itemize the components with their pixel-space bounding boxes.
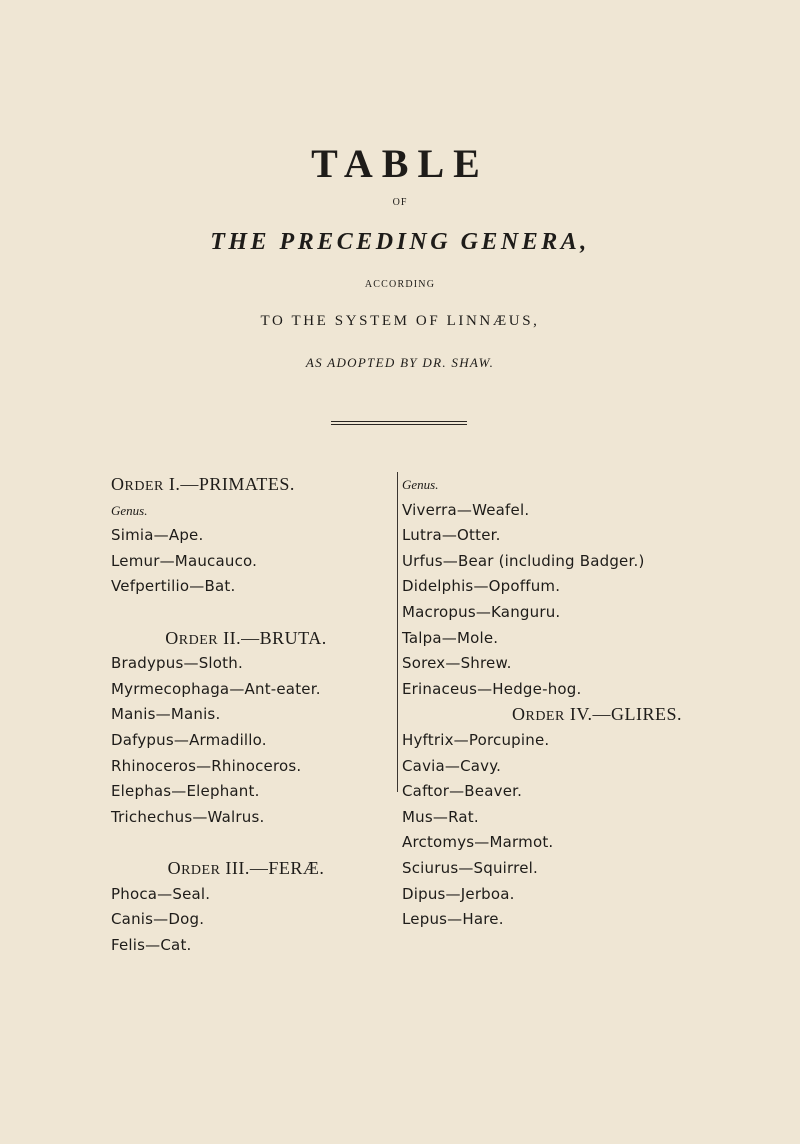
- system-line: TO THE SYSTEM OF LINNÆUS,: [260, 313, 540, 329]
- list-item: Hyftrix—Porcupine.: [402, 730, 550, 749]
- list-item: Urfus—Bear (including Badger.): [402, 551, 645, 570]
- column-divider: [397, 472, 398, 792]
- list-item: Elephas—Elephant.: [111, 782, 260, 801]
- list-item: Manis—Manis.: [111, 705, 221, 724]
- list-item: Arctomys—Marmot.: [402, 833, 554, 852]
- genus-label: Genus.: [402, 477, 439, 492]
- list-item: Viverra—Weafel.: [402, 500, 530, 519]
- order-heading-glires: ORDER IV.—GLIRES.: [511, 704, 683, 725]
- list-item: Cavia—Cavy.: [402, 756, 502, 775]
- page-title: TABLE: [311, 141, 489, 186]
- list-item: Lemur—Maucauco.: [111, 551, 258, 570]
- list-item: Felis—Cat.: [111, 935, 192, 954]
- order-heading-ferae: ORDER III.—FERÆ.: [167, 857, 325, 878]
- list-item: Lepus—Hare.: [402, 910, 504, 929]
- list-item: Vefpertilio—Bat.: [111, 577, 236, 596]
- list-item: Myrmecophaga—Ant-eater.: [111, 679, 321, 698]
- list-item: Caftor—Beaver.: [402, 782, 523, 801]
- list-item: Dafypus—Armadillo.: [111, 730, 267, 749]
- order-heading-bruta: ORDER II.—BRUTA.: [165, 627, 327, 648]
- genus-label: Genus.: [111, 502, 148, 518]
- list-item: Lutra—Otter.: [402, 526, 501, 545]
- list-item: Erinaceus—Hedge-hog.: [402, 679, 582, 698]
- right-column: [402, 472, 792, 933]
- list-item: Sorex—Shrew.: [402, 654, 512, 673]
- spacer: [111, 600, 381, 626]
- list-item: Bradypus—Sloth.: [111, 654, 243, 673]
- list-item: Simia—Ape.: [111, 526, 204, 545]
- according-line: ACCORDING: [364, 279, 436, 290]
- list-item: Sciurus—Squirrel.: [402, 858, 538, 877]
- list-item: Mus—Rat.: [402, 807, 479, 826]
- list-item: Talpa—Mole.: [402, 628, 499, 647]
- list-item: Didelphis—Opoffum.: [402, 577, 561, 596]
- left-column: [111, 472, 381, 958]
- order-heading-primates: ORDER I.—PRIMATES.: [111, 474, 295, 494]
- title-divider: [331, 421, 467, 425]
- adopted-line: AS ADOPTED BY DR. SHAW.: [305, 355, 495, 370]
- list-item: Phoca—Seal.: [111, 884, 211, 903]
- spacer: [111, 830, 381, 856]
- list-item: Rhinoceros—Rhinoceros.: [111, 756, 302, 775]
- list-item: Trichechus—Walrus.: [111, 807, 265, 826]
- page-subtitle: THE PRECEDING GENERA,: [210, 229, 590, 255]
- list-item: Dipus—Jerboa.: [402, 884, 515, 903]
- list-item: Macropus—Kanguru.: [402, 602, 561, 621]
- list-item: Canis—Dog.: [111, 910, 205, 929]
- title-of: OF: [392, 197, 408, 208]
